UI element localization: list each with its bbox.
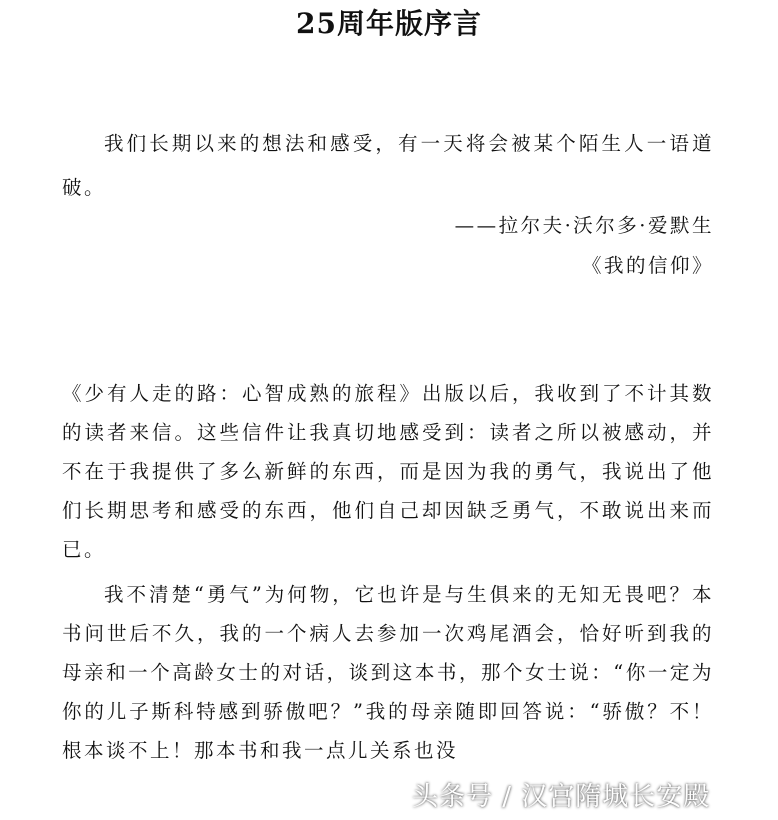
epigraph-author: ——拉尔夫·沃尔多·爱默生 — [454, 214, 714, 237]
page-title: 25周年版序言 — [296, 7, 482, 40]
paragraph-1: 《少有人走的路：心智成熟的旅程》出版以后，我收到了不计其数的读者来信。这些信件让我真切地感受到：读者之所以被感动，并不在于我提供了多么新鲜的东西，而是因为我的勇气，我说出了他们长期思考和感受的东西，他们自己却因缺乏勇气，不敢说出来而已。 — [62, 382, 714, 561]
epigraph-quote: 我们长期以来的想法和感受，有一天将会被某个陌生人一语道破。 — [62, 132, 714, 199]
body-text — [62, 374, 714, 770]
paragraph-2: 我不清楚“勇气”为何物，它也许是与生俱来的无知无畏吧？本书问世后不久，我的一个病人去参加一次鸡尾酒会，恰好听到我的母亲和一个高龄女士的对话，谈到这本书，那个女士说：“你一定为你的儿子斯科特感到骄傲吧？”我的母亲随即回答说：“骄傲？不！根本谈不上！那本书和我一点儿关系也没 — [62, 583, 714, 762]
epigraph-attribution — [455, 206, 714, 286]
epigraph-source: 《我的信仰》 — [581, 254, 714, 277]
watermark-text: 头条号 / 汉宫隋城长安殿 — [412, 782, 711, 812]
